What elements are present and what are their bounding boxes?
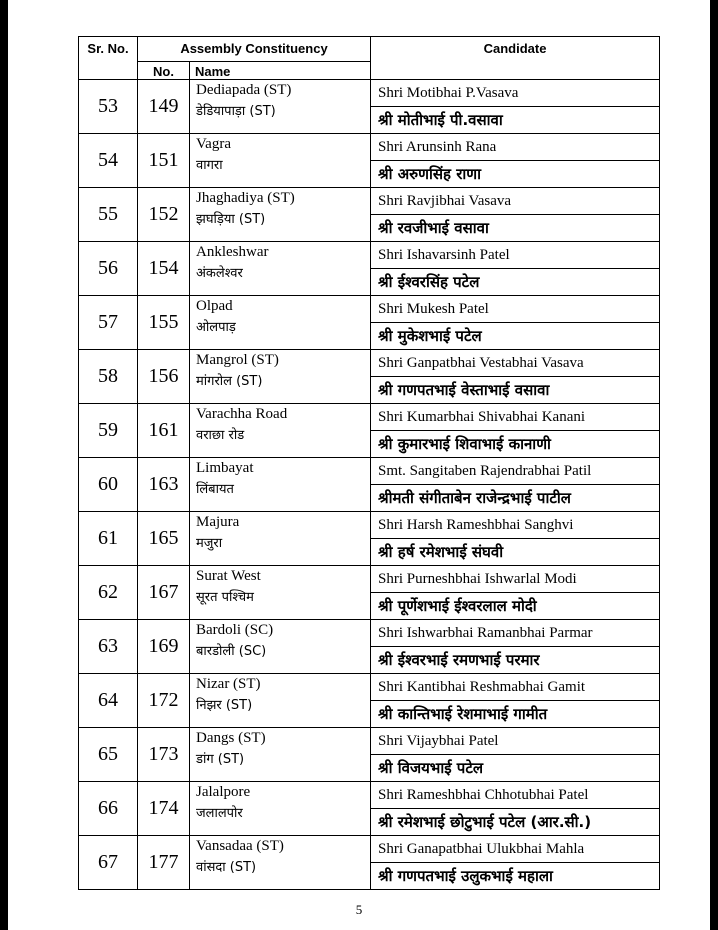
- constituency-name-cell: [190, 296, 371, 350]
- constituency-name-cell: [190, 80, 371, 134]
- candidate-name-en: Shri Ganapatbhai Ulukbhai Mahla: [371, 836, 659, 863]
- constituency-name-hi: वागरा: [196, 158, 223, 173]
- constituency-name-en: Vansadaa (ST): [196, 838, 284, 854]
- constituency-name-en: Jalalpore: [196, 784, 251, 800]
- constituency-no-cell: 155: [138, 296, 190, 350]
- constituency-name-hi: मजुरा: [196, 536, 223, 551]
- no-header: No.: [138, 62, 190, 80]
- constituency-name-en: Nizar (ST): [196, 676, 261, 692]
- table-row: [79, 674, 660, 728]
- candidate-name-hi: श्री विजयभाई पटेल: [378, 759, 484, 777]
- constituency-name-en: Limbayat: [196, 460, 254, 476]
- candidate-name-hi: श्रीमती संगीताबेन राजेन्द्रभाई पाटील: [378, 489, 571, 507]
- table-row: [79, 188, 660, 242]
- constituency-no-cell: 152: [138, 188, 190, 242]
- sr-no-cell: 63: [79, 620, 138, 674]
- constituency-name-en: Jhaghadiya (ST): [196, 190, 295, 206]
- constituency-no-cell: 151: [138, 134, 190, 188]
- sr-no-cell: 67: [79, 836, 138, 890]
- candidate-name-hi: श्री पूर्णेशभाई ईश्वरलाल मोदी: [378, 597, 537, 615]
- constituency-no-cell: 177: [138, 836, 190, 890]
- candidate-name-hi: श्री कान्तिभाई रेशमाभाई गामीत: [378, 705, 548, 723]
- candidate-cell: [371, 728, 660, 782]
- constituency-name-hi: सूरत पश्चिम: [196, 590, 254, 605]
- candidate-cell: [371, 242, 660, 296]
- constituency-name-en: Dediapada (ST): [196, 82, 292, 98]
- table-row: [79, 242, 660, 296]
- candidate-name-en: Shri Ishwarbhai Ramanbhai Parmar: [371, 620, 659, 647]
- constituency-name-cell: [190, 512, 371, 566]
- table-row: [79, 566, 660, 620]
- constituency-no-cell: 173: [138, 728, 190, 782]
- constituency-name-cell: [190, 566, 371, 620]
- sr-no-cell: 55: [79, 188, 138, 242]
- candidate-header: Candidate: [371, 37, 660, 80]
- constituency-name-en: Bardoli (SC): [196, 622, 274, 638]
- candidate-cell: [371, 512, 660, 566]
- constituency-no-cell: 163: [138, 458, 190, 512]
- candidate-name-hi: श्री मोतीभाई पी.वसावा: [378, 111, 503, 129]
- candidate-name-hi: श्री ईश्वरसिंह पटेल: [378, 273, 480, 291]
- header-row: [79, 37, 660, 62]
- table-row: [79, 80, 660, 134]
- candidate-cell: [371, 296, 660, 350]
- constituency-name-en: Majura: [196, 514, 240, 530]
- candidate-name-hi: श्री गणपतभाई वेस्ताभाई वसावा: [378, 381, 550, 399]
- constituency-name-hi: वांसदा (ST): [196, 860, 257, 875]
- table-row: [79, 512, 660, 566]
- constituency-no-cell: 169: [138, 620, 190, 674]
- sr-no-cell: 60: [79, 458, 138, 512]
- candidate-cell: [371, 404, 660, 458]
- constituency-name-cell: [190, 674, 371, 728]
- sr-no-cell: 61: [79, 512, 138, 566]
- constituency-name-cell: [190, 350, 371, 404]
- sr-no-cell: 56: [79, 242, 138, 296]
- candidate-cell: [371, 80, 660, 134]
- constituency-name-hi: लिंबायत: [196, 482, 234, 497]
- sr-no-cell: 54: [79, 134, 138, 188]
- candidate-cell: [371, 350, 660, 404]
- candidate-name-en: Shri Purneshbhai Ishwarlal Modi: [371, 566, 659, 593]
- table-row: [79, 620, 660, 674]
- candidate-cell: [371, 458, 660, 512]
- candidate-table: [78, 36, 660, 890]
- table-row: [79, 458, 660, 512]
- sr-no-header: Sr. No.: [79, 37, 138, 80]
- constituency-name-cell: [190, 242, 371, 296]
- table-row: [79, 836, 660, 890]
- sr-no-cell: 62: [79, 566, 138, 620]
- constituency-name-hi: जलालपोर: [196, 806, 243, 821]
- table-row: [79, 728, 660, 782]
- constituency-name-en: Surat West: [196, 568, 261, 584]
- constituency-name-en: Vagra: [196, 136, 231, 152]
- sr-no-cell: 57: [79, 296, 138, 350]
- constituency-name-hi: वराछा रोड: [196, 428, 245, 443]
- sr-no-cell: 53: [79, 80, 138, 134]
- constituency-name-hi: झघड़िया (ST): [196, 212, 266, 227]
- constituency-name-cell: [190, 782, 371, 836]
- table-row: [79, 296, 660, 350]
- sr-no-cell: 65: [79, 728, 138, 782]
- table-row: [79, 782, 660, 836]
- constituency-no-cell: 174: [138, 782, 190, 836]
- candidate-name-hi: श्री मुकेशभाई पटेल: [378, 327, 482, 345]
- candidate-name-hi: श्री हर्ष रमेशभाई संघवी: [378, 543, 504, 561]
- constituency-no-cell: 149: [138, 80, 190, 134]
- candidate-cell: [371, 566, 660, 620]
- document-page: [8, 0, 710, 930]
- sr-no-cell: 58: [79, 350, 138, 404]
- candidate-name-en: Smt. Sangitaben Rajendrabhai Patil: [371, 458, 659, 485]
- candidate-name-hi: श्री अरुणसिंह राणा: [378, 165, 481, 183]
- candidate-name-en: Shri Mukesh Patel: [371, 296, 659, 323]
- constituency-name-cell: [190, 458, 371, 512]
- candidate-name-en: Shri Ishavarsinh Patel: [371, 242, 659, 269]
- constituency-name-en: Olpad: [196, 298, 233, 314]
- table-row: [79, 134, 660, 188]
- constituency-name-cell: [190, 134, 371, 188]
- constituency-no-cell: 167: [138, 566, 190, 620]
- constituency-name-hi: ओलपाड़: [196, 320, 236, 335]
- candidate-name-en: Shri Vijaybhai Patel: [371, 728, 659, 755]
- candidate-name-hi: श्री कुमारभाई शिवाभाई कानाणी: [378, 435, 551, 453]
- candidate-name-en: Shri Rameshbhai Chhotubhai Patel: [371, 782, 659, 809]
- constituency-name-cell: [190, 728, 371, 782]
- assembly-constituency-header: Assembly Constituency: [138, 37, 371, 62]
- constituency-name-hi: डांग (ST): [196, 752, 245, 767]
- constituency-name-cell: [190, 620, 371, 674]
- sr-no-cell: 64: [79, 674, 138, 728]
- constituency-no-cell: 165: [138, 512, 190, 566]
- name-header: Name: [190, 62, 371, 80]
- sr-no-cell: 59: [79, 404, 138, 458]
- constituency-name-hi: बारडोली (SC): [196, 644, 267, 659]
- constituency-name-en: Varachha Road: [196, 406, 288, 422]
- constituency-name-hi: अंकलेश्वर: [196, 266, 243, 281]
- constituency-name-cell: [190, 404, 371, 458]
- constituency-name-hi: निझर (ST): [196, 698, 253, 713]
- candidate-cell: [371, 134, 660, 188]
- candidate-name-en: Shri Kantibhai Reshmabhai Gamit: [371, 674, 659, 701]
- candidate-name-hi: श्री रमेशभाई छोटुभाई पटेल (आर.सी.): [378, 813, 592, 831]
- candidate-name-en: Shri Arunsinh Rana: [371, 134, 659, 161]
- constituency-name-hi: मांगरोल (ST): [196, 374, 263, 389]
- candidate-cell: [371, 674, 660, 728]
- candidate-cell: [371, 782, 660, 836]
- candidate-cell: [371, 620, 660, 674]
- candidate-name-en: Shri Ravjibhai Vasava: [371, 188, 659, 215]
- constituency-name-cell: [190, 188, 371, 242]
- sr-no-cell: 66: [79, 782, 138, 836]
- candidate-name-en: Shri Motibhai P.Vasava: [371, 80, 659, 107]
- constituency-name-hi: डेडियापाड़ा (ST): [196, 104, 276, 119]
- constituency-name-en: Ankleshwar: [196, 244, 269, 260]
- constituency-name-en: Mangrol (ST): [196, 352, 279, 368]
- candidate-cell: [371, 836, 660, 890]
- candidate-name-en: Shri Kumarbhai Shivabhai Kanani: [371, 404, 659, 431]
- constituency-no-cell: 156: [138, 350, 190, 404]
- candidate-name-en: Shri Ganpatbhai Vestabhai Vasava: [371, 350, 659, 377]
- constituency-name-en: Dangs (ST): [196, 730, 266, 746]
- page-number: 5: [355, 902, 363, 917]
- candidate-name-hi: श्री ईश्वरभाई रमणभाई परमार: [378, 651, 540, 669]
- constituency-no-cell: 161: [138, 404, 190, 458]
- table-row: [79, 350, 660, 404]
- constituency-name-cell: [190, 836, 371, 890]
- candidate-name-en: Shri Harsh Rameshbhai Sanghvi: [371, 512, 659, 539]
- constituency-no-cell: 172: [138, 674, 190, 728]
- candidate-name-hi: श्री रवजीभाई वसावा: [378, 219, 489, 237]
- candidate-cell: [371, 188, 660, 242]
- constituency-no-cell: 154: [138, 242, 190, 296]
- candidate-name-hi: श्री गणपतभाई उलुकभाई महाला: [378, 867, 553, 885]
- table-row: [79, 404, 660, 458]
